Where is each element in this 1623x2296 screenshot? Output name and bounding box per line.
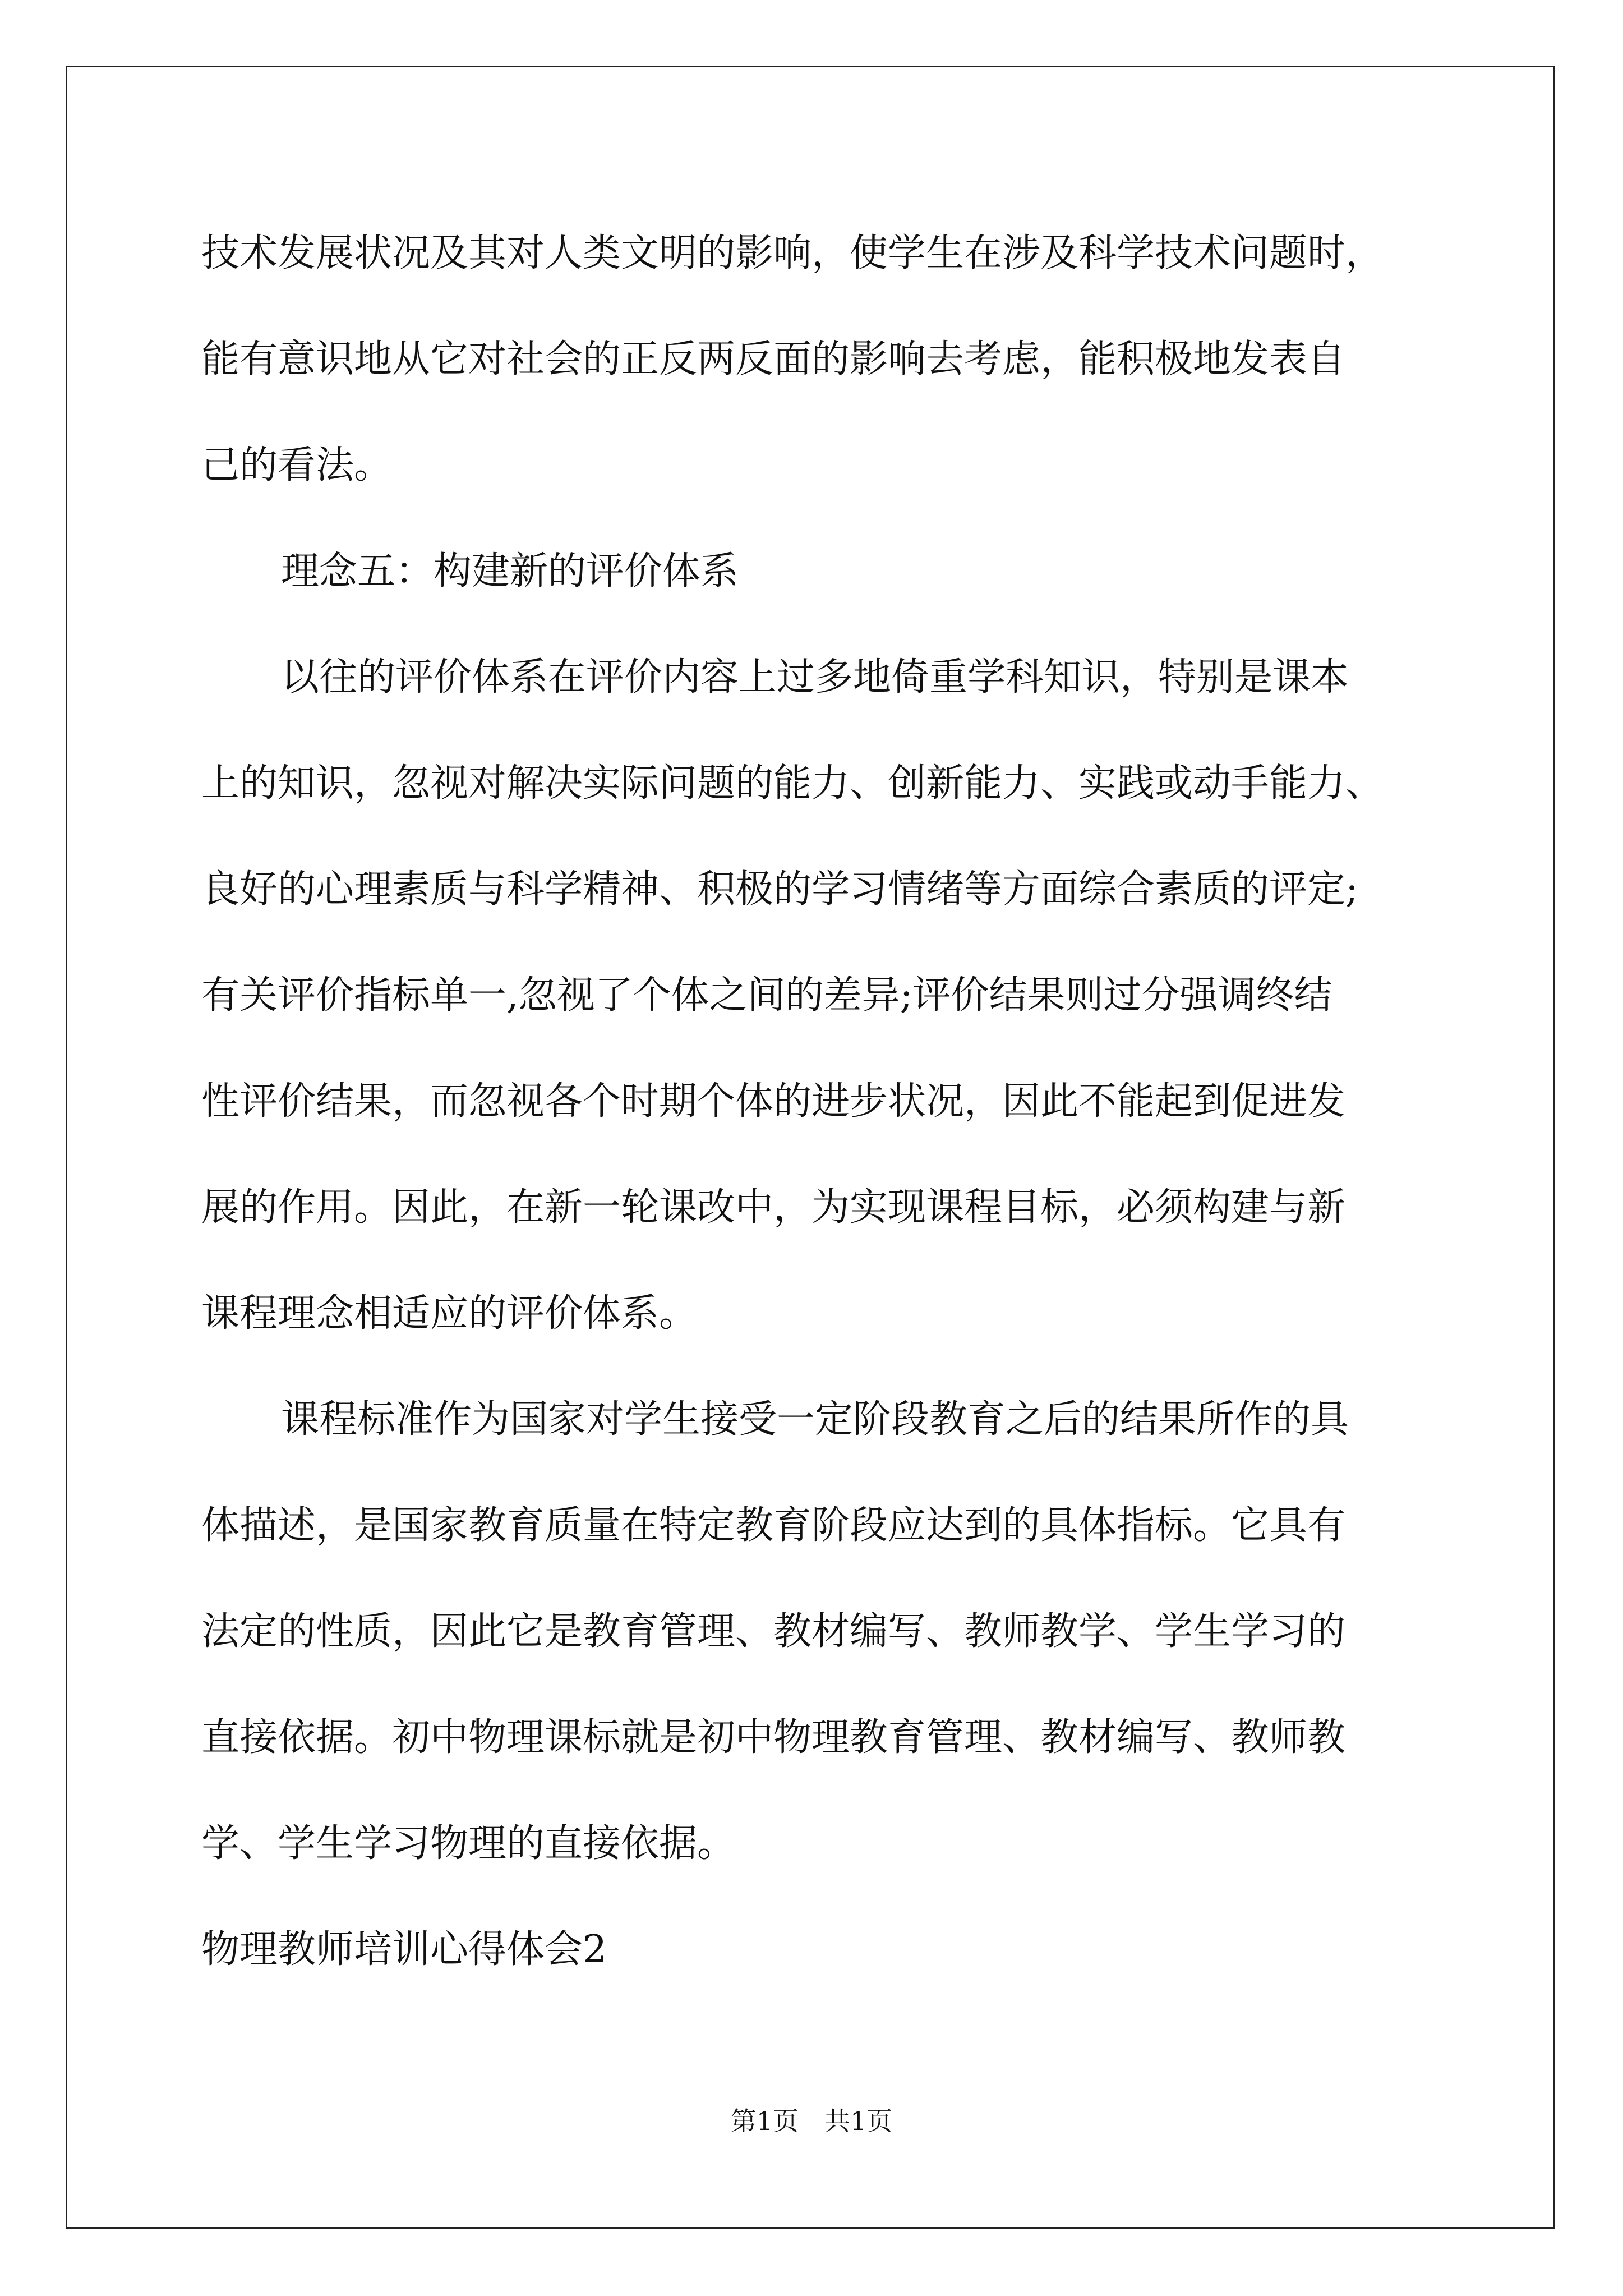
text-line: 以往的评价体系在评价内容上过多地倚重学科知识，特别是课本 [281,655,1349,700]
text-line: 课程标准作为国家对学生接受一定阶段教育之后的结果所作的具 [281,1397,1349,1442]
page-border [66,66,1555,2229]
text-line: 直接依据。初中物理课标就是初中物理教育管理、教材编写、教师教 [201,1715,1346,1760]
text-line: 课程理念相适应的评价体系。 [201,1291,698,1336]
page-footer: 第1页 共1页 [730,2106,893,2136]
text-line: 学、学生学习物理的直接依据。 [201,1821,736,1866]
text-line: 有关评价指标单一,忽视了个体之间的差异;评价结果则过分强调终结 [201,973,1332,1018]
text-line: 良好的心理素质与科学精神、积极的学习情绪等方面综合素质的评定; [201,867,1358,912]
section-heading: 理念五：构建新的评价体系 [281,549,739,593]
text-line: 性评价结果，而忽视各个时期个体的进步状况，因此不能起到促进发 [201,1079,1346,1124]
text-line: 体描述，是国家教育质量在特定教育阶段应达到的具体指标。它具有 [201,1503,1346,1548]
text-line: 上的知识，忽视对解决实际问题的能力、创新能力、实践或动手能力、 [201,761,1384,806]
text-line: 能有意识地从它对社会的正反两反面的影响去考虑，能积极地发表自 [201,337,1346,381]
document-title: 物理教师培训心得体会2 [201,1927,607,1972]
text-line: 己的看法。 [201,443,393,487]
text-line: 技术发展状况及其对人类文明的影响，使学生在涉及科学技术问题时， [201,231,1384,275]
text-line: 法定的性质，因此它是教育管理、教材编写、教师教学、学生学习的 [201,1609,1346,1654]
text-line: 展的作用。因此，在新一轮课改中，为实现课程目标，必须构建与新 [201,1185,1346,1230]
